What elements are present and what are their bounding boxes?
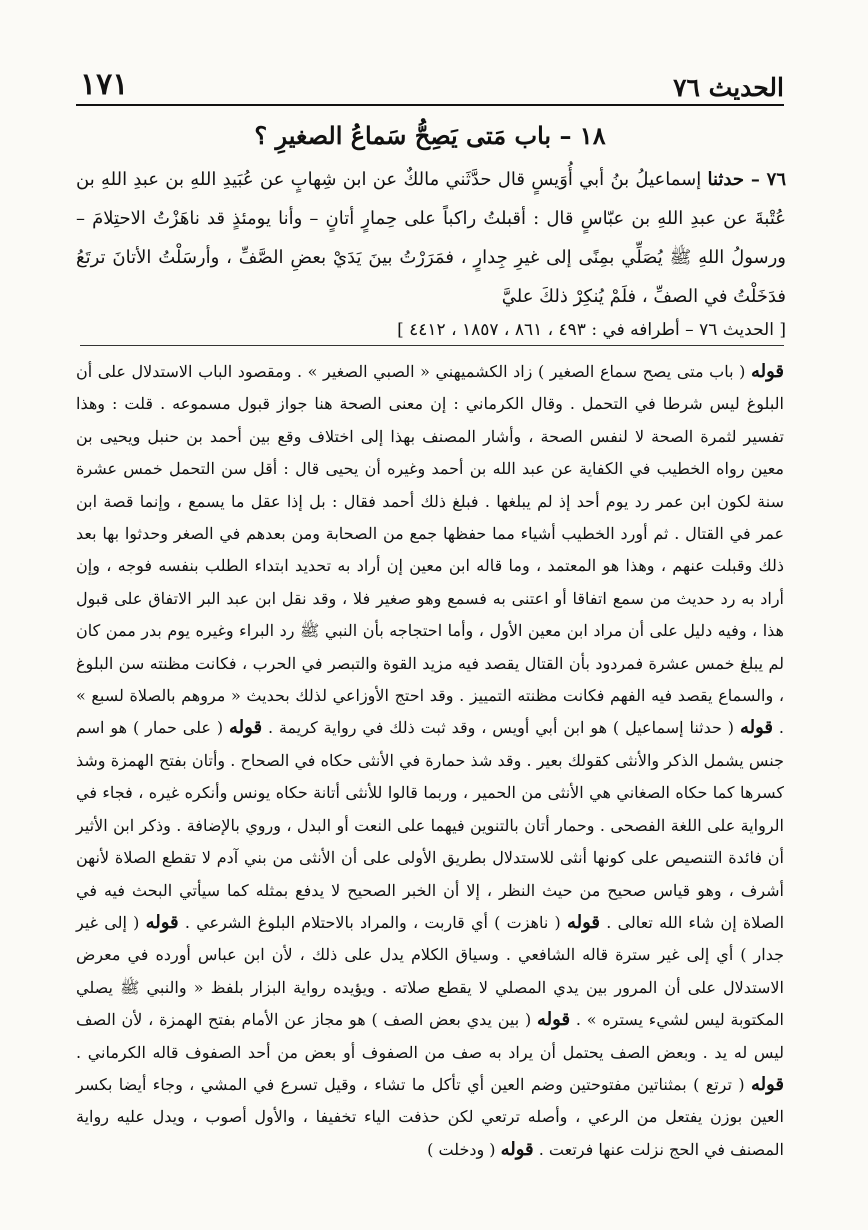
commentary-keyword: قوله: [500, 1138, 534, 1160]
running-title: الحديث ٧٦: [673, 73, 784, 102]
commentary-keyword: قوله: [537, 1009, 571, 1031]
hadith-references: [ الحديث ٧٦ – أطرافه في : ٤٩٣ ، ٨٦١ ، ١٨٥٧ ، ٤٤١٢ ]: [397, 320, 786, 340]
references-divider: [80, 345, 784, 346]
page-header: [80, 58, 784, 102]
page-number: ١٧١: [80, 67, 129, 102]
commentary-text: ( باب متى يصح سماع الصغير ) زاد الكشميهني « الصبي الصغير » . ومقصود الباب الاستدلال على أن البلوغ ليس شرطا في التحمل . وقال الكرماني : إن معنى الصحة هنا جواز قبول مسموعه . قلت : وهذا تفسير لثمرة الصحة لا لنفس الصحة ، وأشار المصنف بهذا إلى اختلاف وقع بين أحمد بن حنبل ويحيى بن معين رواه الخطيب في الكفاية عن عبد الله بن أحمد وغيره أن يحيى قال : أقل سن التحمل خمس عشرة سنة لكون ابن عمر رد يوم أحد إذ لم يبلغها . فبلغ ذلك أحمد فقال : بل إذا عقل ما يسمع ، وإنما قصة ابن عمر في القتال . ثم أورد الخطيب أشياء مما حفظها جمع من الصحابة ومن بعدهم في الصغر وحدثوا بها بعد ذلك وقبلت عنهم ، وهذا هو المعتمد ، وما قاله ابن معين إن أراد به تحديد ابتداء الطلب بنفسه فوجه ، وإن أراد به رد حديث من سمع اتفاقا أو اعتنى به فسمع وهو صغير فلا ، وقد نقل ابن عبد البر الاتفاق على قبول هذا ، وفيه دليل على أن مراد ابن معين الأول ، وأما احتجاجه بأن النبي ﷺ رد البراء وغيره يوم بدر ممن كان لم يبلغ خمس عشرة فمردود بأن القتال يقصد فيه مزيد القوة والتبصر في الحرب ، فكانت مظنته سن البلوغ ، والسماع يقصد فيه الفهم فكانت مظنته التمييز . وقد احتج الأوزاعي لذلك بحديث « مروهم بالصلاة لسبع » .: [76, 362, 785, 738]
commentary-text: ( ودخلت ): [427, 1139, 496, 1159]
commentary-text: ( إلى غير جدار ) أي إلى غير سترة قاله الشافعي . وسياق الكلام يدل على ذلك ، لأن ابن عباس أورده في معرض الاستدلال على أن المرور بين يدي المصلي لا يقطع صلاته . ويؤيده رواية البزار بلفظ « والنبي ﷺ يصلي المكتوبة ليس لشيء يستره » .: [76, 912, 785, 1030]
commentary: [76, 356, 784, 1166]
commentary-keyword: قوله: [750, 1073, 784, 1095]
commentary-keyword: قوله: [739, 717, 773, 739]
hadith-body: إسماعيلُ بنُ أبي أُوَيسٍ قال حدَّثَني مالكٌ عن ابن شِهابٍ عن عُبَيدِ اللهِ بن عبدِ اللهِ بن عُتْبةَ عن عبدِ اللهِ بن عبّاسٍ قال : أقبلتُ راكباً على حِمارٍ أتانٍ – وأنا يومئذٍ قد ناهَزْتُ الاحتِلامَ – ورسولُ اللهِ ﷺ يُصَلِّي بمِنًى إلى غيرِ جِدارٍ ، فمَرَرْتُ بينَ يَدَيْ بعضِ الصَّفِّ ، وأرسَلْتُ الأتانَ ترتَعُ فدَخَلْتُ في الصفِّ ، فلَمْ يُنكِرْ ذلكَ عليَّ: [76, 169, 787, 307]
commentary-keyword: قوله: [750, 361, 785, 382]
header-divider: [76, 104, 784, 106]
hadith-lead: ٧٦ – حدثنا: [707, 169, 786, 190]
commentary-text: ( على حمار ) هو اسم جنس يشمل الذكر والأنثى كقولك بعير . وقد شذ حمارة في الأنثى حكاه في الصحاح . وأتان بفتح الهمزة وشذ كسرها كما حكاه الصغاني هي الأنثى من الحمير ، وربما قالوا للأنثى أتانة حكاه يونس وأنكره غيره ، فجاء في الرواية على اللغة الفصحى . وحمار أتان بالتنوين فيهما على النعت أو البدل ، وروي بالإضافة . وذكر ابن الأثير أن فائدة التنصيص على كونها أنثى للاستدلال بطريق الأولى على أن الأنثى من بني آدم لا تقطع الصلاة لأنهن أشرف ، وهو قياس صحيح من حيث النظر ، إلا أن الخبر الصحيح لا يدفع بمثله كما سيأتي البحث فيه في الصلاة إن شاء الله تعالى .: [76, 718, 785, 932]
commentary-text: ( ناهزت ) أي قاربت ، والمراد بالاحتلام البلوغ الشرعي .: [184, 912, 561, 932]
commentary-text: ( بين يدي بعض الصف ) هو مجاز عن الأمام بفتح الهمزة ، لأن الصف ليس له يد . وبعض الصف يحتمل أن يراد به صف من الصفوف أو بعض من أحد الصفوف قاله الكرماني .: [76, 1010, 784, 1062]
commentary-keyword: قوله: [229, 717, 263, 739]
commentary-keyword: قوله: [145, 911, 179, 933]
hadith-text: [76, 160, 786, 316]
chapter-title: ١٨ – باب مَتى يَصِحُّ سَماعُ الصغيرِ ؟: [254, 121, 606, 150]
commentary-text: ( ترتع ) بمثناتين مفتوحتين وضم العين أي تأكل ما تشاء ، وقيل تسرع في المشي ، وجاء أيضا بكسر العين بوزن يفتعل من الرعي ، وأصله ترتعي لكن حذفت الياء تخفيفا ، والأول أصوب ، ويدل عليه رواية المصنف في الحج نزلت عنها فرتعت .: [76, 1074, 784, 1159]
commentary-keyword: قوله: [567, 911, 601, 933]
commentary-text: ( حدثنا إسماعيل ) هو ابن أبي أويس ، وقد ثبت ذلك في رواية كريمة .: [267, 718, 735, 738]
